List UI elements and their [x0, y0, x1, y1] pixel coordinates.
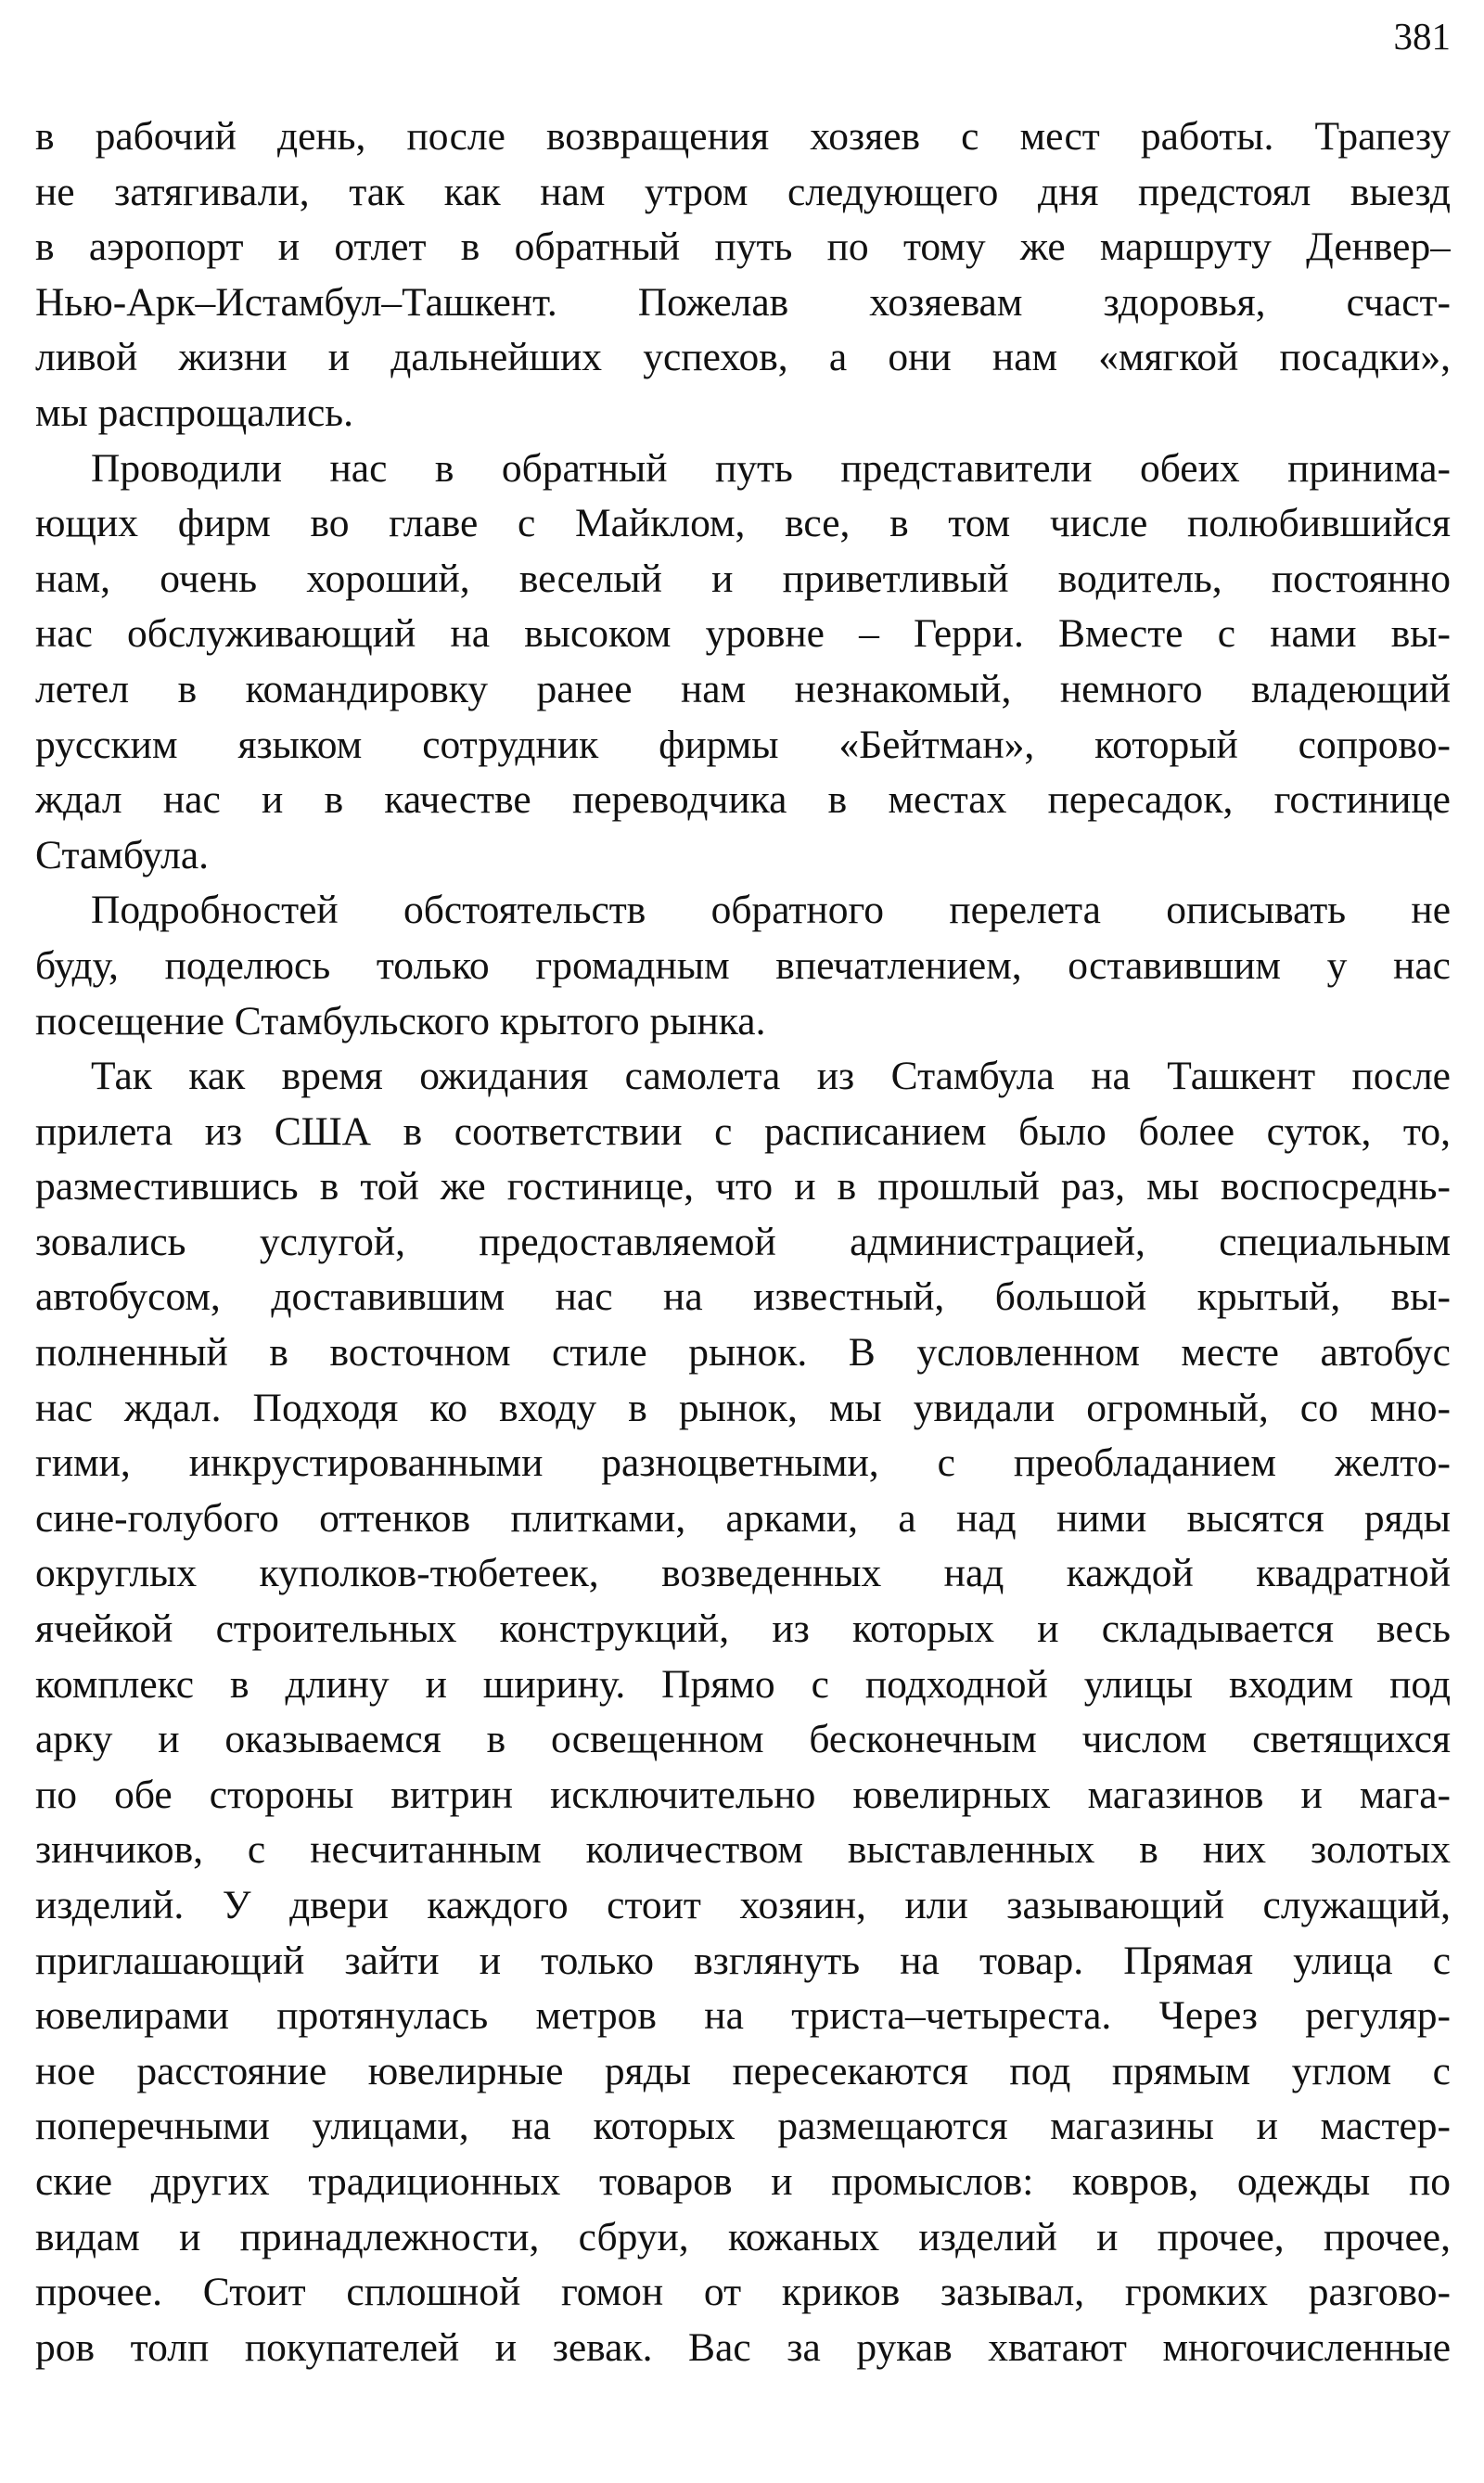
text-line: округлых куполков-тюбетеек, возведенных над каждой квадратной — [35, 1551, 1451, 1596]
text-line: нам, очень хороший, веселый и приветливый водитель, постоянно — [35, 556, 1451, 601]
text-line: по обе стороны витрин исключительно ювелирных магазинов и мага- — [35, 1772, 1451, 1817]
text-line: Подробностей обстоятельств обратного перелета описывать не — [91, 888, 1451, 933]
text-line: нас ждал. Подходя ко входу в рынок, мы увидали огромный, со мно- — [35, 1385, 1451, 1430]
text-line: зинчиков, с несчитанным количеством выставленных в них золотых — [35, 1827, 1451, 1873]
paragraph — [35, 109, 1451, 442]
body-text — [35, 109, 1451, 2375]
text-line: ливой жизни и дальнейших успехов, а они нам «мягкой посадки», — [35, 335, 1451, 380]
text-line: ющих фирм во главе с Майклом, все, в том числе полюбившийся — [35, 501, 1451, 546]
text-line: зовались услугой, предоставляемой администрацией, специальным — [35, 1219, 1451, 1264]
text-line: русским языком сотрудник фирмы «Бейтман», который сопрово- — [35, 722, 1451, 767]
text-line: ждал нас и в качестве переводчика в местах пересадок, гостинице — [35, 777, 1451, 823]
text-line: прочее. Стоит сплошной гомон от криков зазывал, громких разгово- — [35, 2270, 1451, 2315]
text-line: не затягивали, так как нам утром следующего дня предстоял выезд — [35, 169, 1451, 214]
text-line: Так как время ожидания самолета из Стамбула на Ташкент после — [91, 1054, 1451, 1099]
text-line: комплекс в длину и ширину. Прямо с подходной улицы входим под — [35, 1661, 1451, 1707]
text-line: изделий. У двери каждого стоит хозяин, или зазывающий служащий, — [35, 1883, 1451, 1927]
text-line: поперечными улицами, на которых размещаются магазины и мастер- — [35, 2104, 1451, 2149]
text-line: разместившись в той же гостинице, что и в прошлый раз, мы воспосреднь- — [35, 1164, 1451, 1210]
text-line: ювелирами протянулась метров на триста–четыреста. Через регуляр- — [35, 1993, 1451, 2039]
text-line: арку и оказываемся в освещенном бесконечным числом светящихся — [35, 1717, 1451, 1762]
text-line: ное расстояние ювелирные ряды пересекаются под прямым углом с — [35, 2048, 1451, 2093]
text-line: полненный в восточном стиле рынок. В условленном месте автобус — [35, 1330, 1451, 1376]
text-line: Проводили нас в обратный путь представители обеих принима- — [91, 445, 1451, 491]
text-line: автобусом, доставившим нас на известный, большой крытый, вы- — [35, 1274, 1451, 1320]
text-line: сине-голубого оттенков плитками, арками, а над ними высятся ряды — [35, 1495, 1451, 1541]
paragraph — [35, 442, 1451, 884]
text-line: приглашающий зайти и только взглянуть на товар. Прямая улица с — [35, 1938, 1451, 1983]
text-line: летел в командировку ранее нам незнакомый, немного владеющий — [35, 666, 1451, 711]
text-line: гими, инкрустированными разноцветными, с преобладанием желто- — [35, 1440, 1451, 1486]
text-line: посещение Стамбульского крытого рынка. — [35, 998, 766, 1043]
page-number: 381 — [1393, 15, 1451, 58]
text-line: в рабочий день, после возвращения хозяев с мест работы. Трапезу — [35, 114, 1451, 159]
text-line: ров толп покупателей и зевак. Вас за рукав хватают многочисленные — [35, 2324, 1451, 2370]
paragraph — [35, 883, 1451, 1049]
text-line: ские других традиционных товаров и промыслов: ковров, одежды по — [35, 2158, 1451, 2204]
text-line: мы распрощались. — [35, 390, 353, 435]
text-line: прилета из США в соответствии с расписанием было более суток, то, — [35, 1108, 1451, 1154]
paragraph — [35, 1049, 1451, 2375]
text-line: Стамбула. — [35, 832, 210, 877]
text-line: буду, поделюсь только громадным впечатлением, оставившим у нас — [35, 942, 1451, 988]
text-line: нас обслуживающий на высоком уровне – Герри. Вместе с нами вы- — [35, 611, 1451, 657]
text-line: в аэропорт и отлет в обратный путь по тому же маршруту Денвер– — [35, 224, 1451, 270]
text-line: Нью-Арк–Истамбул–Ташкент. Пожелав хозяевам здоровья, счаст- — [35, 279, 1451, 325]
text-line: видам и принадлежности, сбруи, кожаных изделий и прочее, прочее, — [35, 2214, 1451, 2259]
text-line: ячейкой строительных конструкций, из которых и складывается весь — [35, 1606, 1451, 1652]
